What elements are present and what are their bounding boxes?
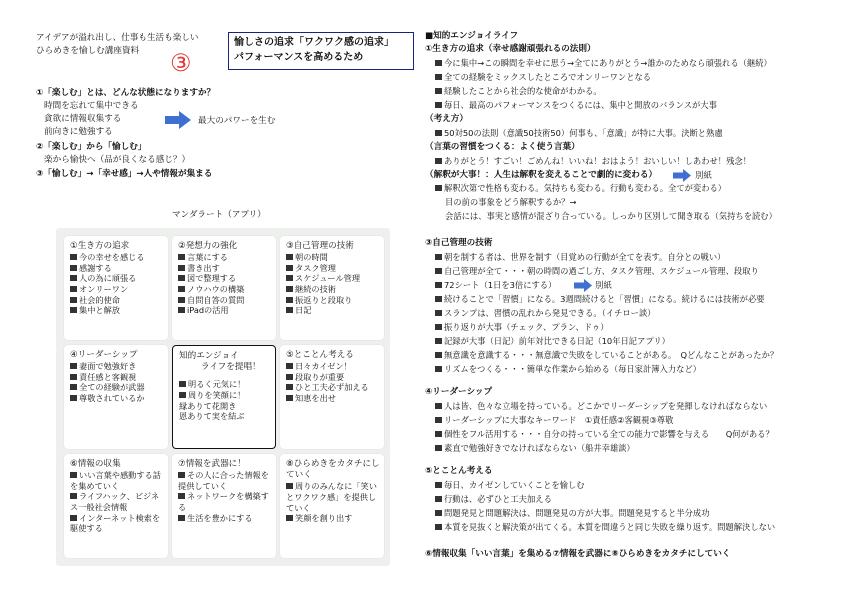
think-detail-item: 毎日、カイゼンしていくことを愉しむ — [435, 480, 585, 491]
leader-item: 個性をフル活用する・・・自分の持っている全ての能力で影響を与える Q何がある？ — [435, 429, 774, 440]
words-heading: （言葉の習慣をつくる：よく使う言葉） — [425, 142, 580, 152]
cell-item: 人の為に頑張る — [70, 273, 164, 284]
cell-title: ⑤とことん考える — [286, 350, 354, 360]
mandala-title: マンダラート（アプリ） — [172, 210, 266, 220]
self-item: リズムをつくる・・・簡単な作業から始める（毎日家計簿入力など） — [435, 364, 701, 375]
section-think: ⑤とことん考える — [425, 466, 493, 476]
slogan-box — [228, 32, 414, 70]
self-item: 記録が大事（日記）前年対比できる日記（10年日記アプリ） — [435, 336, 670, 347]
interpretation-line: 目の前の事象をどう解釈するか？→ — [445, 197, 577, 207]
q1-item: 貪欲に情報収集する — [44, 114, 122, 124]
cell-item: 知恵を出せ — [286, 393, 380, 404]
mandala-cell-leader — [64, 345, 168, 449]
cell-item: 全ての経験が武器 — [70, 382, 164, 393]
leader-item: 人は皆、色々な立場を持っている。どこかでリーダーシップを発揮しなければならない — [435, 401, 767, 412]
q1-item: 前向きに勉強する — [44, 127, 113, 137]
cell-title: ②発想力の強化 — [178, 241, 238, 251]
section-life: ①生き方の追求（幸せ感謝頑張れるの法則） — [425, 44, 596, 54]
question-3: ③「愉しむ」→「幸せ感」→人や情報が集まる — [36, 169, 213, 179]
cell-title: ④リーダーシップ — [70, 350, 138, 360]
cell-item: 朝の時間 — [286, 252, 380, 263]
think-item: 50対50の法則（意識50技術50）何事も、「意識」が特に大事。決断と熟慮 — [435, 128, 723, 139]
cell-subtitle: ライフを提唱！ — [201, 362, 261, 373]
question-2: ②「楽しむ」から「愉しむ」 — [36, 142, 147, 152]
self-item: 自己管理が全て・・・朝の時間の過ごし方、タスク管理、スケジュール管理、段取り — [435, 266, 759, 277]
cell-item: インターネット検索を駆使する — [70, 513, 164, 534]
words-item: ありがとう！すごい！ごめんね！いいね！おはよう！おいしい！しあわせ！残念！ — [435, 156, 751, 167]
cell-item: いい言葉や感動する話を集めていく — [70, 470, 164, 491]
cell-item: 継続の技術 — [286, 284, 380, 295]
q1-item: 時間を忘れて集中できる — [44, 101, 139, 111]
cell-item: 感謝する — [70, 263, 164, 274]
cell-item: その人に合った情報を提供していく — [178, 470, 272, 491]
cell-line: 縁ありて花開き — [179, 400, 237, 411]
cell-item: 尊敬されているか — [70, 393, 164, 404]
right-arrow-icon — [673, 169, 691, 182]
slogan-line-2: パフォーマンスを高めるため — [234, 52, 364, 63]
self-item: 無意識を意識する・・・無意識で失敗をしていることがある。 Qどんなことがあったか？ — [435, 350, 778, 361]
cell-item: 社会的使命 — [70, 295, 164, 306]
think-heading: （考え方） — [425, 114, 468, 124]
self-item: スランプは、習慣の乱れから発見できる。（イチロー談） — [435, 308, 656, 319]
leader-item: リーダーシップに大事なキーワード ①責任感②客観視③尊敬 — [435, 415, 673, 426]
page-number-circled: ③ — [170, 49, 192, 77]
life-item: 全ての経験をミックスしたところでオンリーワンとなる — [435, 72, 651, 83]
cell-item: ライフハック、ビジネス一般社会情報 — [70, 491, 164, 512]
right-arrow-icon — [574, 279, 592, 292]
interpretation-line: 会話には、事実と感情が混ざり合っている。しっかり区別して聞き取る（気持ちを読む） — [445, 211, 777, 221]
mandala-cell-think — [280, 345, 384, 449]
life-item: 経験したことから社会的な使命がわかる。 — [435, 86, 602, 97]
cell-item: 図で整理する — [178, 273, 272, 284]
mandala-grid — [56, 228, 390, 566]
sheet-extra: 別紙 — [595, 280, 612, 290]
self-item: 朝を制する者は、世界を制す（目覚めの行動が全てを表す。自分との戦い） — [435, 252, 725, 263]
cell-item: 笑顔を創り出す — [286, 513, 380, 524]
cell-item: 周りのみんなに「笑いとワクワク感」を提供していく — [286, 481, 380, 513]
mandala-cell-weapon — [172, 454, 276, 558]
think-detail-item: 本質を見抜くと解決策が出てくる。本質を間違うと同じ失敗を繰り返す。問題解決しない — [435, 522, 775, 533]
q2-item: 楽から愉快へ（品が良くなる感じ？） — [44, 155, 191, 165]
cell-item: 明るく元気に！ — [179, 379, 271, 390]
max-power-text: 最大のパワーを生む — [198, 116, 276, 126]
mandala-cell-idea — [172, 236, 276, 340]
cell-item: 振返りと段取り — [286, 295, 380, 306]
life-item: 今に集中→この瞬間を幸せに思う→全てにありがとう→誰かのためなら頑張れる（継続） — [435, 58, 772, 69]
cell-item: 言葉にする — [178, 252, 272, 263]
slogan-line-1: 愉しさの追求「ワクワク感の追求」 — [234, 37, 394, 48]
cell-item: 日々カイゼン！ — [286, 361, 380, 372]
cell-title: ③自己管理の技術 — [286, 241, 354, 251]
mandala-cell-shape — [280, 454, 384, 558]
cell-item: ひと工夫必ず加える — [286, 382, 380, 393]
interpretation-heading: （解釈が大事！：人生は解釈を変えることで劇的に変わる） — [425, 170, 658, 180]
cell-item: 周りを笑顔に！ — [179, 390, 271, 401]
cell-item: 段取りが重要 — [286, 372, 380, 383]
self-item-72sheet: 72シート（1日を3倍にする） — [435, 280, 556, 291]
cell-item: 日記 — [286, 305, 380, 316]
mandala-cell-self — [280, 236, 384, 340]
mandala-cell-life — [64, 236, 168, 340]
intro-line-2: ひらめきを愉しむ講座資料 — [36, 46, 140, 56]
mandala-cell-info — [64, 454, 168, 558]
self-item: 続けることで「習慣」になる。3週間続けると「習慣」になる。続けるには技術が必要 — [435, 294, 765, 305]
right-title: ■知的エンジョイライフ — [425, 31, 519, 41]
interpretation-item: 解釈次第で性格も変わる。気持ちも変わる。行動も変わる。全てが変わる） — [435, 183, 726, 194]
cell-item: iPadの活用 — [178, 305, 272, 316]
cell-title: ①生き方の追求 — [70, 241, 130, 251]
cell-title: ⑥情報の収集 — [70, 459, 121, 469]
think-detail-item: 問題発見と問題解決は、問題発見の方が大事。問題発見すると半分成功 — [435, 508, 710, 519]
interpretation-extra: 別紙 — [695, 170, 712, 180]
life-item: 毎日、最高のパフォーマンスをつくるには、集中と開放のバランスが大事 — [435, 100, 717, 111]
cell-item: 今の幸せを感じる — [70, 252, 164, 263]
cell-item: タスク管理 — [286, 263, 380, 274]
mandala-cell-center — [172, 345, 276, 449]
cell-item: 書き出す — [178, 263, 272, 274]
cell-item: 妻面で勉強好き — [70, 361, 164, 372]
cell-item: 生活を豊かにする — [178, 513, 272, 524]
cell-item: スケジュール管理 — [286, 273, 380, 284]
leader-item: 素直で勉強好きでなければならない（船井幸雄談） — [435, 443, 635, 454]
cell-item: 集中と解放 — [70, 305, 164, 316]
section-self-management: ③自己管理の技術 — [425, 238, 493, 248]
section-info: ⑥情報収集「いい言葉」を集める⑦情報を武器に⑧ひらめきをカタチにしていく — [425, 549, 731, 559]
cell-line: 恩ありて実を結ぶ — [179, 411, 245, 422]
cell-item: ネットワークを構築する — [178, 491, 272, 512]
cell-item: 自問自答の質問 — [178, 295, 272, 306]
cell-title: ⑦情報を武器に！ — [178, 459, 246, 469]
cell-item: オンリーワン — [70, 284, 164, 295]
section-leadership: ④リーダーシップ — [425, 387, 493, 397]
question-1: ①「楽しむ」とは、どんな状態になりますか？ — [36, 88, 216, 98]
cell-title: ⑧ひらめきをカタチにしていく — [286, 459, 380, 481]
think-detail-item: 行動は、必ずひと工夫加える — [435, 494, 552, 505]
intro-line-1: アイデアが溢れ出し、仕事も生活も楽しい — [36, 33, 199, 43]
cell-item: 責任感と客観視 — [70, 372, 164, 383]
cell-item: ノウハウの構築 — [178, 284, 272, 295]
self-item: 振り返りが大事（チェック、プラン、ドゥ） — [435, 322, 609, 333]
right-arrow-icon — [165, 111, 191, 129]
cell-title: 知的エンジョイ — [179, 351, 239, 361]
